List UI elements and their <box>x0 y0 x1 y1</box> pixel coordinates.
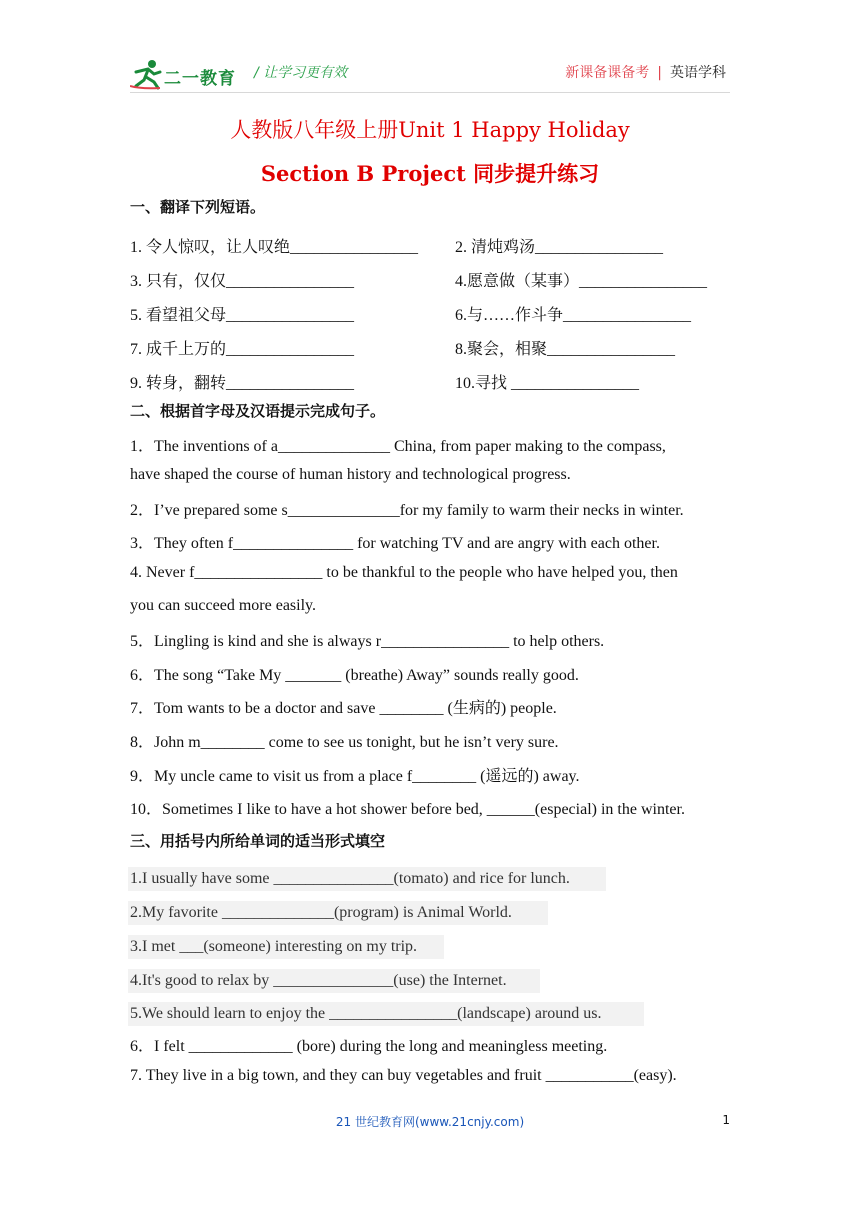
phrase-item: 5. 看望祖父母________________ <box>130 307 355 324</box>
sentence-line: have shaped the course of human history and technological progress. <box>130 466 571 483</box>
phrase-item: 1. 令人惊叹，让人叹绝________________ <box>130 239 419 256</box>
header-divider <box>130 92 730 93</box>
fill-in-line: 3.I met ___(someone) interesting on my trip. <box>130 938 418 955</box>
fill-in-line: 5.We should learn to enjoy the ________________(landscape) around us. <box>130 1005 602 1022</box>
header-subject <box>565 62 726 82</box>
sentence-line: 6．The song “Take My _______ (breathe) Away” sounds really good. <box>130 667 579 684</box>
sentence-line: 5．Lingling is kind and she is always r________________ to help others. <box>130 633 605 650</box>
fill-in-line: 6．I felt _____________ (bore) during the long and meaningless meeting. <box>130 1038 608 1055</box>
fill-in-line: 4.It's good to relax by _______________(use) the Internet. <box>130 972 507 989</box>
phrase-item: 3. 只有，仅仅________________ <box>130 273 355 290</box>
phrase-item: 6.与……作斗争________________ <box>455 307 692 324</box>
header-course-label: 新课备课备考 <box>565 65 650 81</box>
logo-text: 二一教育 <box>164 69 236 89</box>
phrase-item: 9. 转身，翻转________________ <box>130 375 355 392</box>
section-heading-3: 三、用括号内所给单词的适当形式填空 <box>130 832 386 850</box>
footer-site: 21 世纪教育网(www.21cnjy.com) <box>335 1115 525 1129</box>
sentence-line: 3．They often f_______________ for watching TV and are angry with each other. <box>130 535 660 552</box>
header-separator: | <box>657 65 662 81</box>
sentence-line: 9．My uncle came to visit us from a place f________ (遥远的) away. <box>130 768 580 785</box>
sentence-line: 1．The inventions of a______________ China, from paper making to the compass, <box>130 438 666 455</box>
section-heading-1: 一、翻译下列短语。 <box>130 198 266 216</box>
header-subject-label: 英语学科 <box>670 65 726 81</box>
sentence-line: 4. Never f________________ to be thankful to the people who have helped you, then <box>130 564 678 581</box>
fill-in-line: 1.I usually have some _______________(tomato) and rice for lunch. <box>130 870 570 887</box>
phrase-item: 4.愿意做（某事）________________ <box>455 273 708 290</box>
slogan: / 让学习更有效 <box>254 65 348 81</box>
section-heading-2: 二、根据首字母及汉语提示完成句子。 <box>130 402 386 420</box>
sentence-line: 10．Sometimes I like to have a hot shower before bed, ______(especial) in the winter. <box>130 801 685 818</box>
fill-in-line: 2.My favorite ______________(program) is Animal World. <box>130 904 512 921</box>
phrase-item: 8.聚会，相聚________________ <box>455 341 676 358</box>
page-title: 人教版八年级上册Unit 1 Happy Holiday <box>230 118 630 142</box>
phrase-item: 10.寻找 ________________ <box>455 375 640 392</box>
sentence-line: 8．John m________ come to see us tonight, but he isn’t very sure. <box>130 734 559 751</box>
sentence-line: 7．Tom wants to be a doctor and save ________ (生病的) people. <box>130 700 557 717</box>
phrase-item: 7. 成千上万的________________ <box>130 341 355 358</box>
runner-logo-icon <box>130 58 164 90</box>
page-header <box>130 56 730 92</box>
sentence-line: 2．I’ve prepared some s______________for my family to warm their necks in winter. <box>130 502 684 519</box>
fill-in-line: 7. They live in a big town, and they can buy vegetables and fruit ___________(easy). <box>130 1067 677 1084</box>
page-number: 1 <box>722 1113 730 1127</box>
phrase-item: 2. 清炖鸡汤________________ <box>455 239 664 256</box>
page-subtitle: Section B Project 同步提升练习 <box>260 161 600 186</box>
logo <box>130 58 240 90</box>
sentence-line: you can succeed more easily. <box>130 597 316 614</box>
